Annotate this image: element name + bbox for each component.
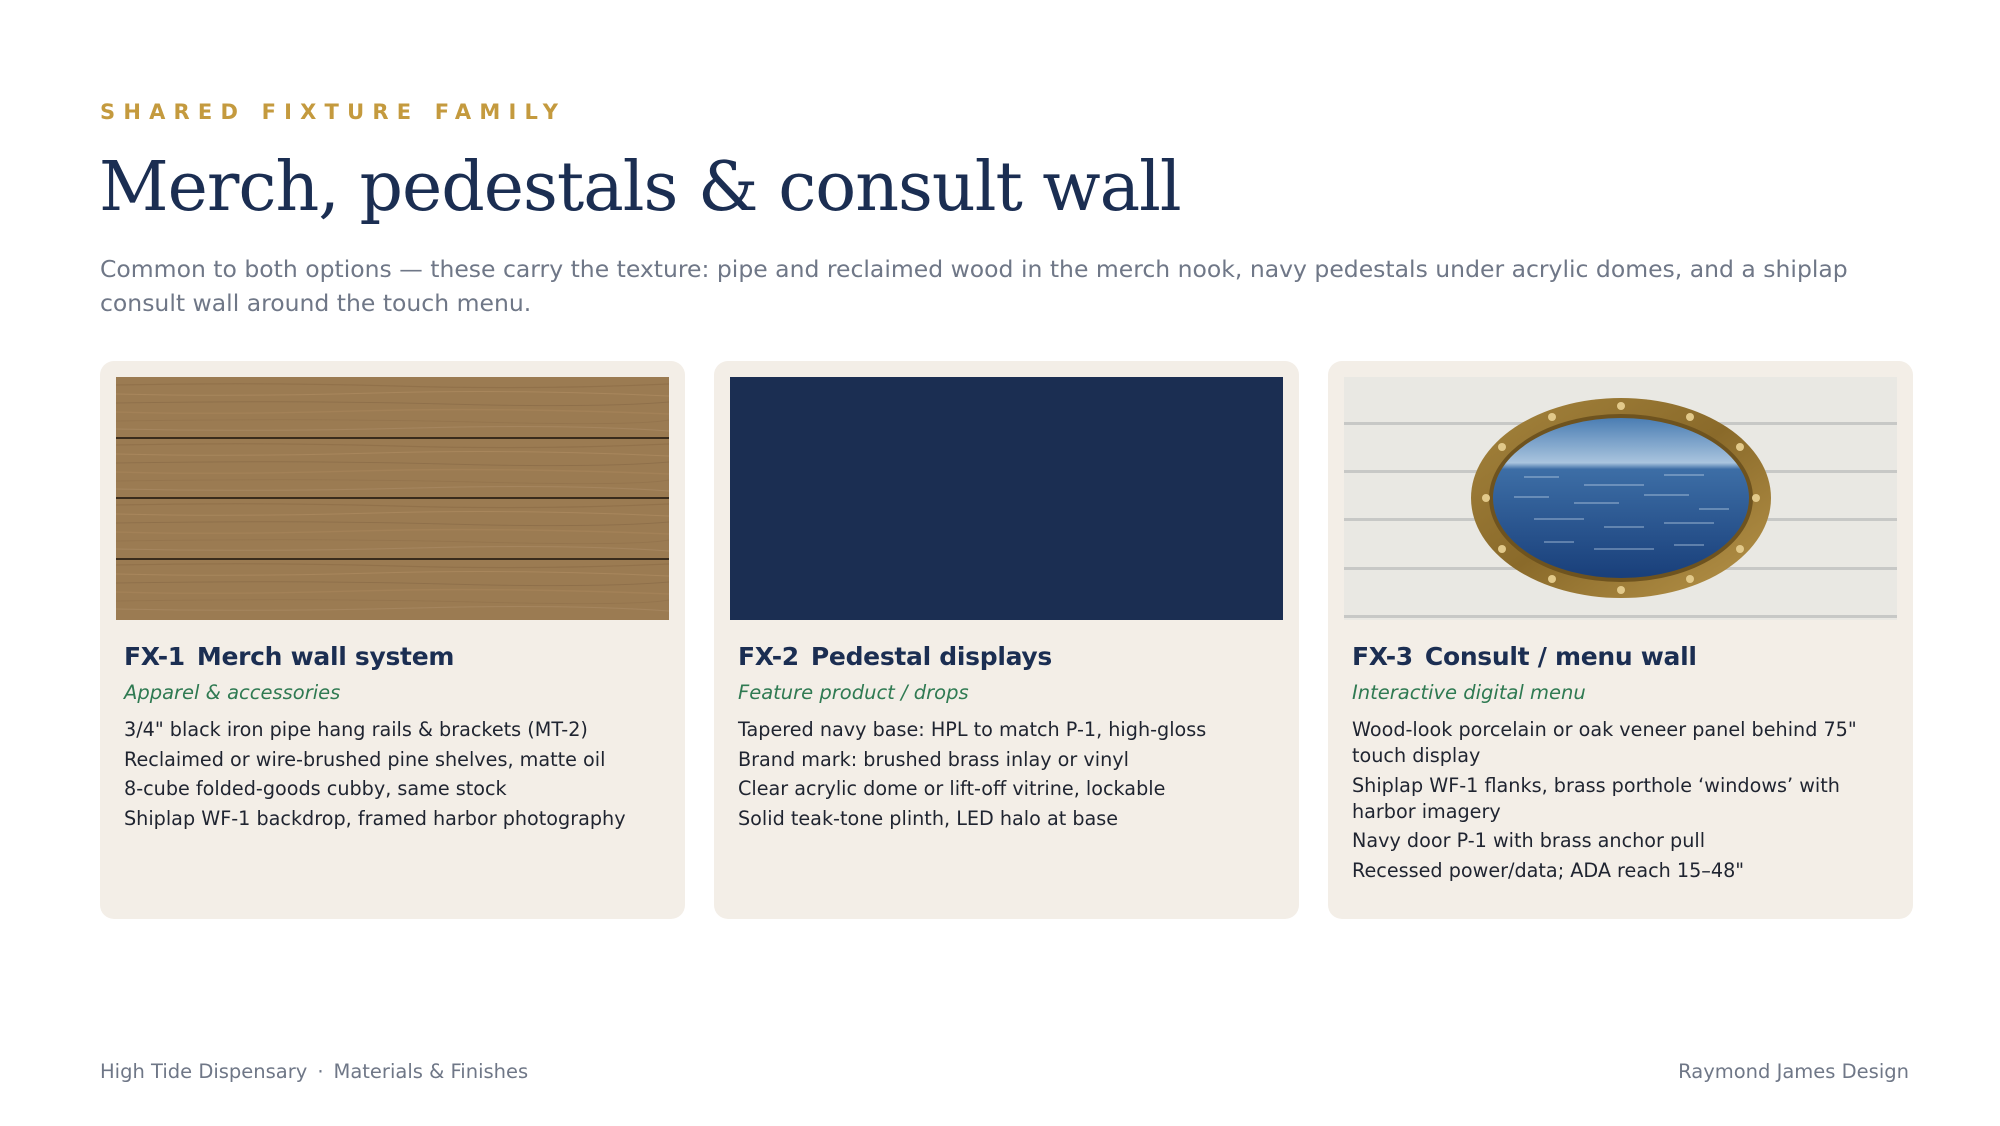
card-title xyxy=(1352,642,1697,671)
footer-firm: Raymond James Design xyxy=(1678,1060,1909,1083)
spec-list xyxy=(124,717,664,835)
card-subtitle: Feature product / drops xyxy=(738,681,969,704)
spec-item: Tapered navy base: HPL to match P-1, high-gloss xyxy=(738,718,1207,741)
card-subtitle: Interactive digital menu xyxy=(1352,681,1586,704)
spec-item: Shiplap WF-1 backdrop, framed harbor photography xyxy=(124,806,626,830)
fixture-card-fx3 xyxy=(1328,361,1913,919)
spec-item: Navy door P-1 with brass anchor pull xyxy=(1352,829,1706,852)
spec-item: Recessed power/data; ADA reach 15–48" xyxy=(1352,858,1745,882)
fixture-name: Consult / menu wall xyxy=(1424,642,1697,671)
spec-item: Solid teak-tone plinth, LED halo at base xyxy=(738,806,1119,830)
fixture-code: FX-3 xyxy=(1352,642,1413,671)
spec-item: Clear acrylic dome or lift-off vitrine, lockable xyxy=(738,777,1166,800)
card-title xyxy=(124,642,454,671)
spec-list xyxy=(738,717,1278,835)
footer-separator: · xyxy=(317,1060,324,1083)
footer-client: High Tide Dispensary xyxy=(100,1060,308,1083)
navy-swatch xyxy=(730,377,1283,620)
spec-item: Reclaimed or wire-brushed pine shelves, matte oil xyxy=(124,747,606,771)
spec-list xyxy=(1352,717,1892,887)
fixture-code: FX-2 xyxy=(738,642,799,671)
fixture-code: FX-1 xyxy=(124,642,185,671)
spec-item: Wood-look porcelain or oak veneer panel behind 75" touch display xyxy=(1352,718,1857,767)
page-title: Merch, pedestals & consult wall xyxy=(99,148,1181,227)
spec-item: Shiplap WF-1 flanks, brass porthole ‘windows’ with harbor imagery xyxy=(1352,773,1840,823)
spec-item: Brand mark: brushed brass inlay or vinyl xyxy=(738,747,1129,771)
brass-porthole-on-shiplap xyxy=(1344,377,1897,620)
wood-plank-swatch xyxy=(116,377,669,620)
eyebrow-label: SHARED FIXTURE FAMILY xyxy=(100,100,567,124)
footer-section: Materials & Finishes xyxy=(333,1060,529,1083)
fixture-card-fx2 xyxy=(714,361,1299,919)
footer-left xyxy=(100,1060,528,1083)
fixture-name: Merch wall system xyxy=(196,642,455,671)
spec-item: 3/4" black iron pipe hang rails & brackets (MT-2) xyxy=(124,718,588,741)
card-subtitle: Apparel & accessories xyxy=(124,681,341,704)
page-lede: Common to both options — these carry the texture: pipe and reclaimed wood in the merch nook, navy pedestals under acrylic domes, and a shiplap consult wall around the touch menu. xyxy=(100,255,1848,317)
fixture-name: Pedestal displays xyxy=(810,642,1052,671)
fixture-card-fx1 xyxy=(100,361,685,919)
spec-item: 8-cube folded-goods cubby, same stock xyxy=(124,777,507,800)
card-title xyxy=(738,642,1052,671)
